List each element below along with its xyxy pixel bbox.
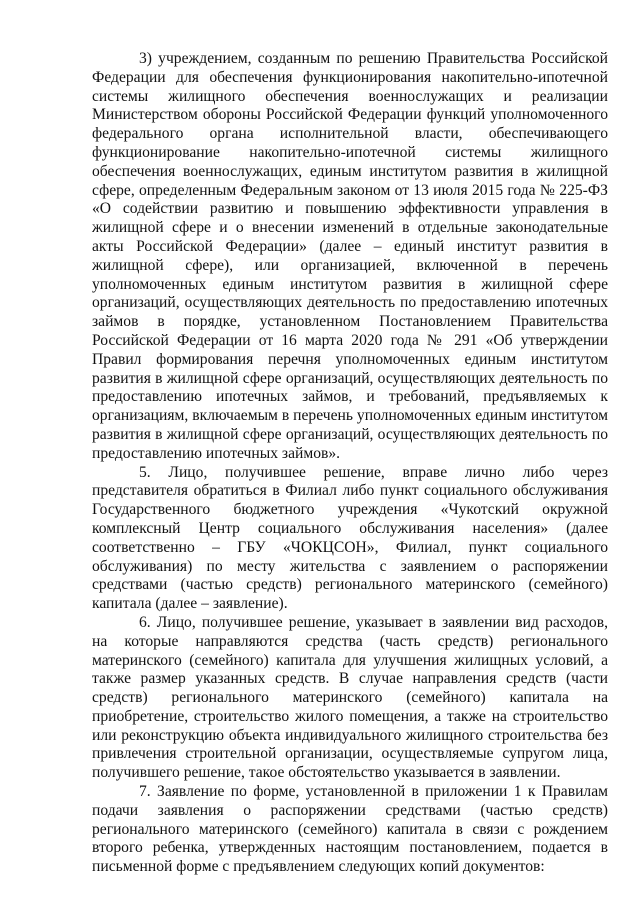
document-body (92, 50, 608, 877)
paragraph-point-7: 7. Заявление по форме, установленной в приложении 1 к Правилам подачи заявления о распоряжении средствами (частью средств) регионального материнского (семейного) капитала в связи с рождением второго ребенка, утвержденных настоящим постановлением, подается в письменной форме с предъявлением следующих копий документов: (92, 783, 608, 876)
paragraph-item-3: 3) учреждением, созданным по решению Правительства Российской Федерации для обеспечения функционирования накопительно-ипотечной системы жилищного обеспечения военнослужащих и реализации Министерством обороны Российской Федерации функций уполномоченного федерального органа исполнительной власти, обеспечивающего функционирование накопительно-ипотечной системы жилищного обеспечения военнослужащих, единым институтом развития в жилищной сфере, определенным Федеральным законом от 13 июля 2015 года № 225-ФЗ «О содействии развитию и повышению эффективности управления в жилищной сфере и о внесении изменений в отдельные законодательные акты Российской Федерации» (далее – единый институт развития в жилищной сфере), или организацией, включенной в перечень уполномоченных единым институтом развития в жилищной сфере организаций, осуществляющих деятельность по предоставлению ипотечных займов в порядке, установленном Постановлением Правительства Российской Федерации от 16 марта 2020 года № 291 «Об утверждении Правил формирования перечня уполномоченных единым институтом развития в жилищной сфере организаций, осуществляющих деятельность по предоставлению ипотечных займов, и требований, предъявляемых к организациям, включаемым в перечень уполномоченных единым институтом развития в жилищной сфере организаций, осуществляющих деятельность по предоставлению ипотечных займов». (92, 50, 608, 462)
paragraph-point-6: 6. Лицо, получившее решение, указывает в заявлении вид расходов, на которые направляются средства (часть средств) регионального материнского (семейного) капитала для улучшения жилищных условий, а также размер указанных средств. В случае направления средств (части средств) регионального материнского (семейного) капитала на приобретение, строительство жилого помещения, а также на строительство или реконструкцию объекта индивидуального жилищного строительства без привлечения строительной организации, осуществляемые супругом лица, получившего решение, такое обстоятельство указывается в заявлении. (92, 613, 608, 782)
paragraph-point-5: 5. Лицо, получившее решение, вправе лично либо через представителя обратиться в Филиал либо пункт социального обслуживания Государственного бюджетного учреждения «Чукотский окружной комплексный Центр социального обслуживания населения» (далее соответственно – ГБУ «ЧОКЦСОН», Филиал, пункт социального обслуживания) по месту жительства с заявлением о распоряжении средствами (частью средств) регионального материнского (семейного) капитала (далее – заявление). (92, 463, 608, 613)
